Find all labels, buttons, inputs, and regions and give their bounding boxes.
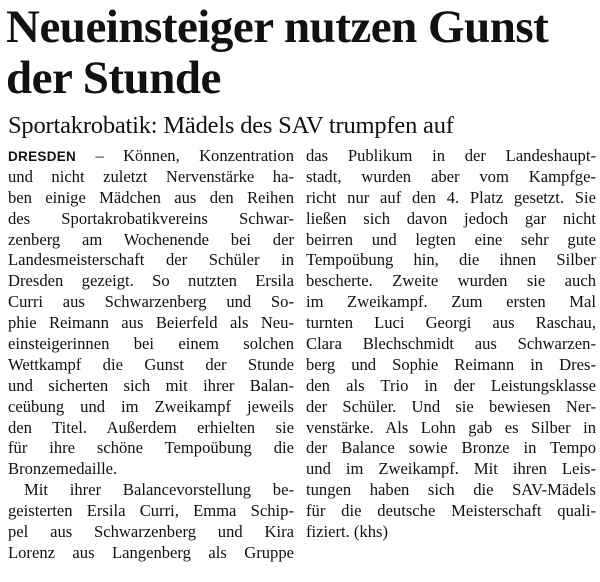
body-line: zenberg am Wochenende bei der [8,229,294,249]
body-line: Lorenz aus Langenberg als Gruppe [8,542,294,562]
body-line: Landesmeisterschaft der Schüler in [8,250,294,270]
body-line: der Balance sowie Bronze in Tempo [306,438,596,458]
article-column-right [306,146,596,543]
headline-line-2: der Stunde [6,52,221,104]
headline-line-1: Neueinsteiger nutzen Gunst [6,1,549,53]
body-line: einsteigerinnen bei einem solchen [8,334,294,354]
dateline: DRESDEN [8,149,77,164]
body-line: Dresden gezeigt. So nutzten Ersila [8,271,294,291]
body-line-text: – Können, Konzentration [95,146,294,165]
body-line: den als Trio in der Leistungsklasse [306,375,596,395]
body-line: und nicht zuletzt Nervenstärke ha- [8,166,294,186]
body-line: fiziert. (khs) [306,522,389,542]
body-line: Tempoübung hin, die ihnen Silber [306,250,596,270]
body-line: bescherte. Zweite wurden sie auch [306,271,596,291]
body-line: und im Zweikampf. Mit ihren Leis- [306,459,596,479]
body-line: pel aus Schwarzenberg und Kira [8,522,294,542]
body-line: der Schüler. Und sie bewiesen Ner- [306,396,596,416]
body-line: Bronzemedaille. [8,459,118,479]
body-line: Clara Blechschmidt aus Schwarzen- [306,334,596,354]
body-line: Curri aus Schwarzenberg und So- [8,292,294,312]
body-line: berg und Sophie Reimann in Dres- [306,354,596,374]
body-line: turnten Luci Georgi aus Raschau, [306,313,596,333]
article-column-left [8,146,294,564]
body-line: das Publikum in der Landeshaupt- [306,146,596,165]
body-line: des Sportakrobatikvereins Schwar- [8,208,294,228]
body-line: tungen haben sich die SAV-Mädels [306,480,596,500]
body-line: ceübung und im Zweikampf jeweils [8,396,294,416]
body-line: richt nur auf den 4. Platz gesetzt. Sie [306,187,596,207]
body-line: stadt, wurden aber vom Kampfge- [306,166,596,186]
body-line: für ihre schöne Tempoübung die [8,438,294,458]
body-line: beirren und legten eine sehr gute [306,229,596,249]
body-line: Wettkampf die Gunst der Stunde [8,354,294,374]
body-line: phie Reimann aus Beierfeld als Neu- [8,313,294,333]
body-line: für die deutsche Meisterschaft quali- [306,501,596,521]
body-line: im Zweikampf. Zum ersten Mal [306,292,596,312]
body-line [8,146,294,167]
body-line: ließen sich davon jedoch gar nicht [306,208,596,228]
subheadline: Sportakrobatik: Mädels des SAV trumpfen auf [8,112,454,139]
headline [6,2,594,104]
body-line: geisterten Ersila Curri, Emma Schip- [8,501,294,521]
body-line: und sicherten sich mit ihrer Balan- [8,375,294,395]
body-line: Mit ihrer Balancevorstellung be- [24,480,294,500]
body-line: venstärke. Als Lohn gab es Silber in [306,417,596,437]
body-line: den Titel. Außerdem erhielten sie [8,417,294,437]
body-line: ben einige Mädchen aus den Reihen [8,187,294,207]
